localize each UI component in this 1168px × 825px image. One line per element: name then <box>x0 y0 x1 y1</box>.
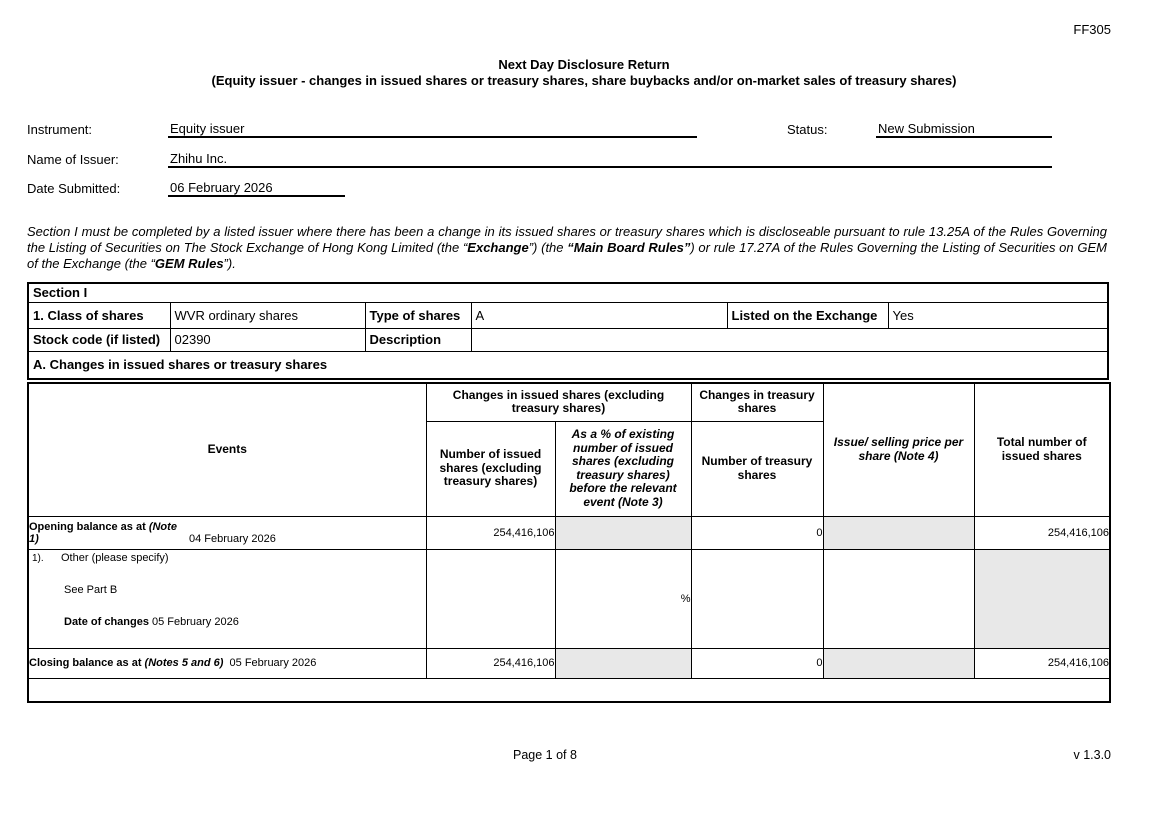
event-num-issued-cell <box>426 549 555 648</box>
date-submitted-value: 06 February 2026 <box>168 180 345 197</box>
empty-cell <box>28 678 1110 702</box>
section1-heading: Section I <box>28 283 1108 302</box>
opening-balance-row <box>28 516 1110 549</box>
closing-balance-row <box>28 648 1110 678</box>
event-name: Other (please specify) <box>61 551 169 564</box>
event-date-label: Date of changes <box>64 615 149 628</box>
closing-num-treasury: 0 <box>691 648 823 678</box>
instrument-value: Equity issuer <box>168 121 697 138</box>
class-of-shares-label: 1. Class of shares <box>28 302 170 328</box>
section1-rule-paragraph <box>27 224 1107 272</box>
section1-table <box>27 282 1109 380</box>
instrument-label: Instrument: <box>27 122 93 137</box>
type-of-shares-value: A <box>471 302 727 328</box>
rule-text: ”). <box>223 255 236 271</box>
opening-num-treasury: 0 <box>691 516 823 549</box>
rule-text: ) or rule 17.27A of the Rules Governing the Listing of Securities on GEM of the Exchange (the “ <box>27 239 1107 271</box>
event-price-cell <box>823 549 974 648</box>
part-a-heading: A. Changes in issued shares or treasury shares <box>28 351 1108 379</box>
page-title-line2: (Equity issuer - changes in issued shares or treasury shares, share buybacks and/or on-market sales of treasury shares) <box>211 73 957 88</box>
rule-text: ”) (the <box>528 239 568 255</box>
opening-balance-events-cell <box>28 516 426 549</box>
status-label: Status: <box>787 122 828 137</box>
empty-row <box>28 678 1110 702</box>
closing-price-cell-shaded <box>823 648 974 678</box>
type-of-shares-label: Type of shares <box>365 302 471 328</box>
closing-balance-events-cell <box>28 648 426 678</box>
main-board-rules-term: “Main Board Rules” <box>567 239 691 255</box>
col-header-issue-price: Issue/ selling price per share (Note 4) <box>823 383 974 516</box>
closing-balance-label: Closing balance as at <box>29 657 142 669</box>
col-header-num-issued: Number of issued shares (excluding treasury shares) <box>426 421 555 516</box>
col-header-num-treasury: Number of treasury shares <box>691 421 823 516</box>
closing-balance-date: 05 February 2026 <box>229 657 317 669</box>
opening-total-issued: 254,416,106 <box>974 516 1110 549</box>
col-group-treasury-shares: Changes in treasury shares <box>691 383 823 421</box>
rule-text: Section I must be completed by a listed issuer where there has been a change in its issued shares or treasury shares which is discloseable pursuant to rule 13.25A of the Rules Governing the Listing of Securities on The Stock Exchange of Hong Kong Limited (the “ <box>27 224 1107 255</box>
opening-pct-cell-shaded <box>555 516 691 549</box>
event-date: 05 February 2026 <box>152 615 239 628</box>
status-value: New Submission <box>876 121 1052 138</box>
event-num-treasury-cell <box>691 549 823 648</box>
col-header-pct-existing: As a % of existing number of issued shares (excluding treasury shares) before the relevant event (Note 3) <box>555 421 691 516</box>
issuer-name-label: Name of Issuer: <box>27 152 119 167</box>
opening-price-cell-shaded <box>823 516 974 549</box>
col-header-total-issued: Total number of issued shares <box>974 383 1110 516</box>
page-title-line1: Next Day Disclosure Return <box>498 57 670 72</box>
event-index: 1). <box>32 552 44 564</box>
opening-balance-label: Opening balance as at <box>29 520 146 533</box>
version-label: v 1.3.0 <box>1073 748 1111 762</box>
closing-total-issued: 254,416,106 <box>974 648 1110 678</box>
exchange-term: Exchange <box>467 239 529 255</box>
form-code: FF305 <box>1073 22 1111 37</box>
event-pct-cell: % <box>555 549 691 648</box>
event-events-cell <box>28 549 426 648</box>
stock-code-label: Stock code (if listed) <box>28 328 170 351</box>
listed-on-exchange-value: Yes <box>888 302 1108 328</box>
col-header-events: Events <box>28 383 426 516</box>
closing-balance-note: (Notes 5 and 6) <box>144 657 224 669</box>
listed-on-exchange-label: Listed on the Exchange <box>727 302 888 328</box>
closing-num-issued: 254,416,106 <box>426 648 555 678</box>
share-changes-table <box>27 382 1111 703</box>
page-number: Page 1 of 8 <box>513 748 577 762</box>
opening-balance-date: 04 February 2026 <box>189 532 276 545</box>
col-group-issued-shares: Changes in issued shares (excluding treasury shares) <box>426 383 691 421</box>
closing-pct-cell-shaded <box>555 648 691 678</box>
class-of-shares-value: WVR ordinary shares <box>170 302 365 328</box>
event-total-cell-shaded <box>974 549 1110 648</box>
issuer-name-value: Zhihu Inc. <box>168 151 1052 168</box>
description-value <box>471 328 1108 351</box>
date-submitted-label: Date Submitted: <box>27 181 121 196</box>
gem-rules-term: GEM Rules <box>154 255 224 271</box>
event-row <box>28 549 1110 648</box>
opening-num-issued: 254,416,106 <box>426 516 555 549</box>
page-title <box>0 57 1168 89</box>
stock-code-value: 02390 <box>170 328 365 351</box>
event-detail: See Part B <box>64 583 118 596</box>
opening-balance-note: (Note 1) <box>29 520 177 545</box>
description-label: Description <box>365 328 471 351</box>
